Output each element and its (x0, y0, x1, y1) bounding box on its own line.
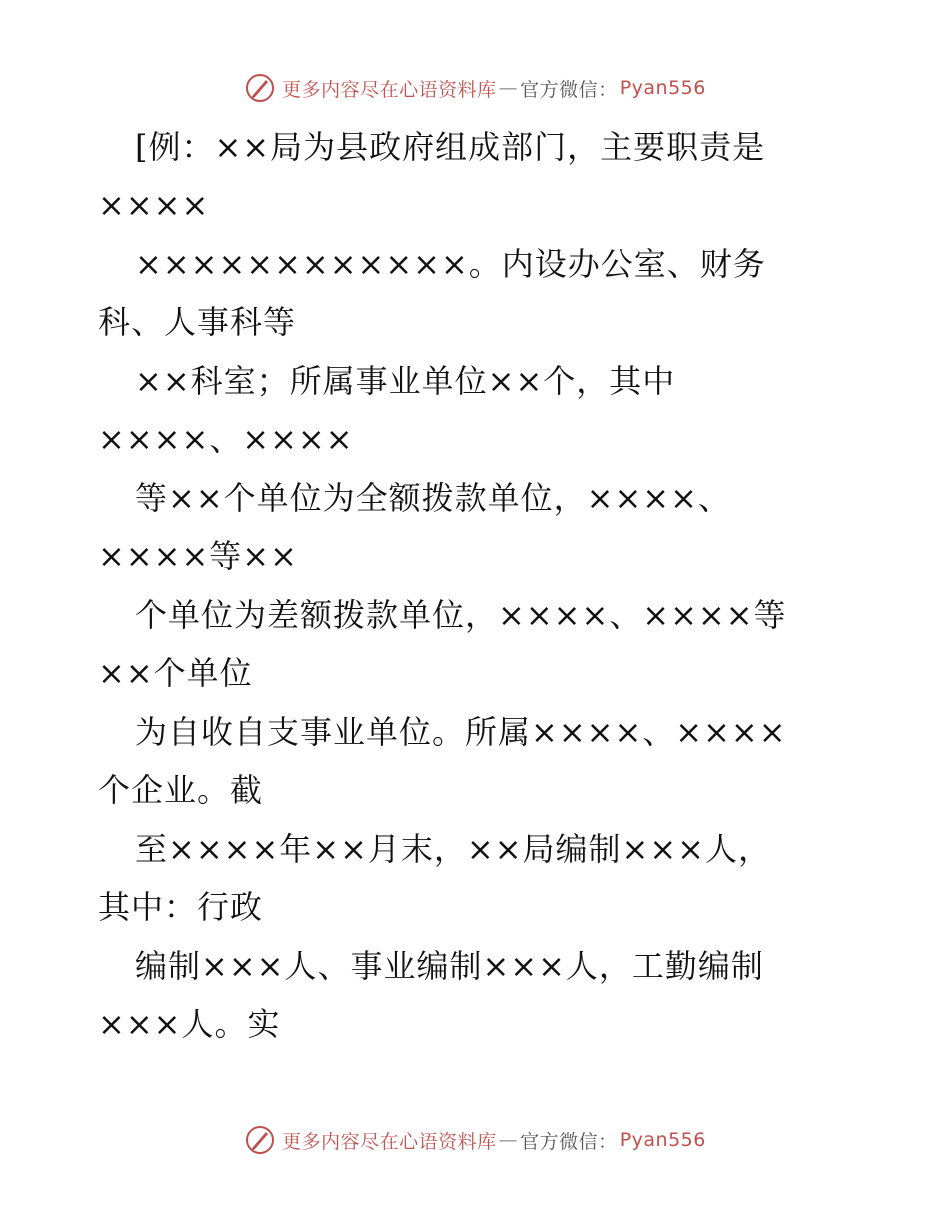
banner-main-text: 更多内容尽在心语资料库 (282, 1130, 497, 1153)
banner-wechat-label: 官方微信： (520, 78, 618, 101)
banner-main-text: 更多内容尽在心语资料库 (282, 78, 497, 101)
text-line: ××个单位 (98, 654, 253, 692)
footer-banner (0, 1124, 950, 1156)
quill-pen-icon (244, 1124, 276, 1156)
text-line: ××××、×××× (98, 420, 354, 458)
banner-dash: — (498, 77, 519, 99)
banner-wechat-id: Pyan556 (619, 1129, 706, 1151)
text-line: 至××××年××月末，××局编制×××人， (135, 830, 771, 868)
text-line: ××××等×× (98, 537, 298, 575)
text-line: 个企业。截 (98, 771, 264, 809)
text-line: 个单位为差额拨款单位，××××、××××等 (135, 596, 787, 634)
text-line: [例：××局为县政府组成部门，主要职责是 (135, 128, 766, 166)
banner-wechat-id: Pyan556 (619, 77, 706, 99)
text-line: ××科室；所属事业单位××个，其中 (135, 362, 676, 400)
text-line: 编制×××人、事业编制×××人，工勤编制 (135, 947, 764, 985)
quill-pen-icon (244, 72, 276, 104)
text-line: 其中：行政 (98, 888, 264, 926)
text-line: ××××××××××××。内设办公室、财务 (135, 245, 766, 283)
text-line: 等××个单位为全额拨款单位，××××、 (135, 479, 731, 517)
banner-dash: — (498, 1129, 519, 1151)
banner-wechat-label: 官方微信： (520, 1130, 618, 1153)
text-line: ×××× (98, 186, 210, 224)
text-line: 科、人事科等 (98, 303, 297, 341)
header-banner (0, 72, 950, 104)
text-line: ×××人。实 (98, 1005, 281, 1043)
text-line: 为自收自支事业单位。所属××××、×××× (135, 713, 787, 751)
